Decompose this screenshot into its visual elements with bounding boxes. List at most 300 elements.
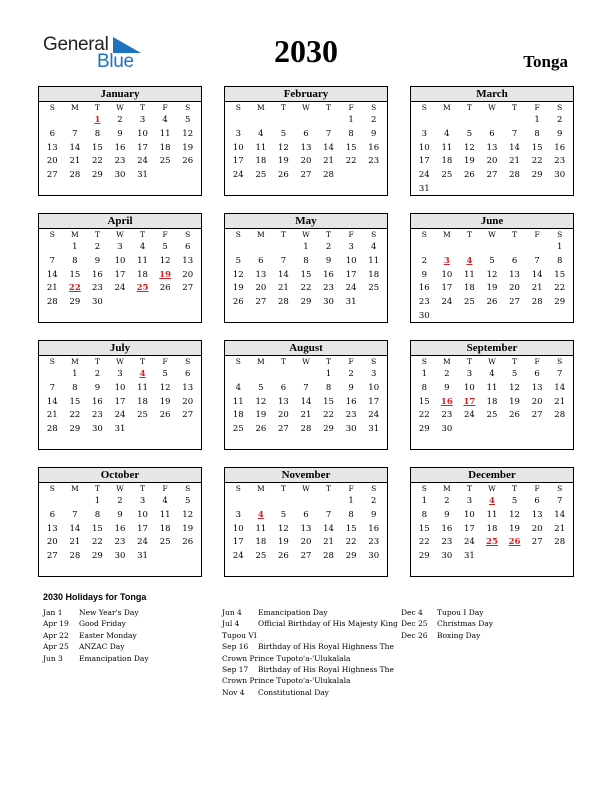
day-cell: 25 <box>255 170 267 181</box>
day-cell: 12 <box>159 255 171 266</box>
day-cell: 15 <box>345 523 357 534</box>
month-march <box>410 86 574 196</box>
weekday-label: T <box>512 357 518 366</box>
holiday-date: Dec 26 <box>401 630 428 640</box>
empty-cell <box>526 241 549 255</box>
holiday-name-continued: Tupou VI <box>222 630 257 640</box>
day-cell: 11 <box>159 509 171 520</box>
day-cell: 6 <box>258 255 264 266</box>
day-cell: 23 <box>441 410 453 421</box>
day-cell: 5 <box>162 369 168 379</box>
day-cell: 29 <box>418 551 430 562</box>
day-cell: 23 <box>345 410 357 421</box>
day-cell: 3 <box>117 242 123 252</box>
day-grid <box>225 483 387 564</box>
day-cell: 2 <box>325 242 332 252</box>
day-cell: 26 <box>159 410 171 421</box>
day-grid <box>225 229 387 310</box>
day-cell: 24 <box>464 410 475 421</box>
day-cell: 15 <box>69 269 81 280</box>
day-cell: 4 <box>444 128 450 139</box>
holiday-date: Jul 4 <box>222 619 240 629</box>
weekday-label: S <box>421 103 427 112</box>
day-cell: 18 <box>137 269 148 280</box>
day-cell: 21 <box>531 283 543 294</box>
weekday-label: W <box>488 357 496 366</box>
day-cell: 3 <box>466 369 473 379</box>
day-cell: 30 <box>418 310 430 321</box>
day-cell: 7 <box>49 255 55 266</box>
day-cell: 1 <box>72 369 78 379</box>
weekday-label: M <box>71 484 79 493</box>
weekday-label: W <box>488 230 496 239</box>
day-cell: 28 <box>69 170 81 181</box>
day-cell: 26 <box>255 424 267 435</box>
day-cell: 19 <box>278 537 289 548</box>
weekday-label: T <box>140 103 146 112</box>
weekday-label: S <box>185 103 191 112</box>
day-cell: 22 <box>92 537 103 548</box>
day-cell: 5 <box>280 128 287 139</box>
day-cell: 21 <box>69 156 81 167</box>
weekday-label: T <box>466 357 472 366</box>
empty-cell <box>41 368 64 382</box>
day-cell: 29 <box>323 424 334 435</box>
day-cell: 13 <box>278 396 289 407</box>
day-cell: 1 <box>556 242 563 252</box>
day-cell: 22 <box>554 283 566 294</box>
day-cell: 10 <box>464 382 475 393</box>
day-grid <box>411 102 573 197</box>
day-cell: 7 <box>556 369 563 379</box>
day-cell: 27 <box>46 551 58 562</box>
day-cell: 22 <box>345 537 357 548</box>
weekday-label: T <box>94 103 100 112</box>
day-cell: 6 <box>184 242 191 252</box>
day-cell: 10 <box>114 382 126 393</box>
day-cell: 20 <box>255 283 267 294</box>
day-cell: 24 <box>418 170 430 181</box>
day-cell: 3 <box>370 369 377 379</box>
weekday-label: M <box>257 103 265 112</box>
month-name: January <box>39 87 201 102</box>
weekday-label: W <box>302 357 310 366</box>
holiday-name: Christmas Day <box>437 619 493 629</box>
weekday-label: S <box>185 357 191 366</box>
day-cell: 20 <box>300 156 312 167</box>
weekday-label: S <box>557 484 563 493</box>
day-cell: 28 <box>554 537 566 548</box>
day-cell: 1 <box>72 242 78 252</box>
weekday-label: S <box>235 484 241 493</box>
weekday-label: W <box>116 484 124 493</box>
day-cell: 12 <box>232 269 244 280</box>
weekday-label: S <box>185 484 191 493</box>
day-cell: 3 <box>421 128 427 139</box>
day-cell: 30 <box>114 551 126 562</box>
day-cell: 6 <box>489 128 495 139</box>
empty-cell <box>250 368 273 382</box>
day-cell: 24 <box>232 170 244 181</box>
weekday-label: S <box>421 484 427 493</box>
weekday-label: T <box>512 484 518 493</box>
day-cell: 21 <box>509 156 520 167</box>
day-cell: 29 <box>300 297 312 308</box>
day-cell: 6 <box>534 369 540 379</box>
day-cell: 16 <box>368 523 380 534</box>
day-grid <box>225 102 387 183</box>
day-cell: 12 <box>278 142 289 153</box>
holiday-entry <box>43 618 149 629</box>
weekday-label: S <box>235 357 241 366</box>
day-cell: 13 <box>531 509 543 520</box>
day-cell: 18 <box>255 537 267 548</box>
day-cell: 11 <box>232 396 244 407</box>
holiday-entry <box>401 607 493 618</box>
day-cell: 8 <box>303 255 309 266</box>
day-cell: 12 <box>159 382 171 393</box>
day-cell: 10 <box>114 255 126 266</box>
day-cell: 1 <box>421 369 427 379</box>
holiday-day-cell: 17 <box>463 396 476 407</box>
holiday-entry <box>401 630 493 641</box>
empty-cell <box>436 241 459 255</box>
day-cell: 8 <box>421 509 427 520</box>
holiday-date: Dec 25 <box>401 619 428 629</box>
day-cell: 7 <box>72 509 78 520</box>
day-cell: 14 <box>509 142 520 153</box>
day-cell: 3 <box>139 115 146 125</box>
weekday-label: S <box>235 103 241 112</box>
day-cell: 9 <box>325 255 332 266</box>
calendar-year: 2030 <box>274 33 338 69</box>
day-cell: 17 <box>418 156 430 167</box>
weekday-label: T <box>512 230 518 239</box>
day-grid <box>39 356 201 437</box>
day-cell: 7 <box>325 509 332 520</box>
day-cell: 31 <box>464 551 475 562</box>
empty-cell <box>272 114 295 128</box>
day-cell: 18 <box>368 269 380 280</box>
holiday-date: Nov 4 <box>222 687 245 697</box>
empty-cell <box>250 241 273 255</box>
weekday-label: T <box>326 103 332 112</box>
weekday-label: T <box>466 230 472 239</box>
holiday-name: ANZAC Day <box>79 642 125 652</box>
day-cell: 8 <box>421 382 427 393</box>
holiday-date: Apr 19 <box>43 619 69 629</box>
day-grid <box>39 483 201 564</box>
holiday-day-cell: 16 <box>440 396 453 407</box>
day-cell: 9 <box>117 509 123 520</box>
day-cell: 27 <box>46 170 58 181</box>
month-name: May <box>225 214 387 229</box>
day-cell: 27 <box>278 424 289 435</box>
weekday-label: S <box>49 103 55 112</box>
empty-cell <box>458 241 481 255</box>
day-cell: 22 <box>323 410 334 421</box>
day-cell: 21 <box>323 537 334 548</box>
weekday-label: W <box>116 230 124 239</box>
day-cell: 18 <box>464 283 475 294</box>
day-cell: 10 <box>137 128 148 139</box>
empty-cell <box>41 241 64 255</box>
day-cell: 22 <box>531 156 543 167</box>
day-cell: 16 <box>418 283 430 294</box>
weekday-label: T <box>94 357 100 366</box>
day-cell: 24 <box>114 283 126 294</box>
day-cell: 18 <box>159 523 171 534</box>
day-cell: 2 <box>556 115 563 125</box>
weekday-label: S <box>371 357 377 366</box>
month-name: October <box>39 468 201 483</box>
day-cell: 27 <box>300 170 312 181</box>
weekday-label: T <box>280 230 286 239</box>
holiday-day-cell: 4 <box>489 496 495 506</box>
day-cell: 28 <box>278 297 289 308</box>
holiday-name: Official Birthday of His Majesty King <box>258 619 398 629</box>
month-name: July <box>39 341 201 356</box>
day-cell: 14 <box>278 269 289 280</box>
month-september <box>410 340 574 450</box>
holiday-day-cell: 4 <box>466 255 473 266</box>
day-cell: 26 <box>232 297 244 308</box>
day-cell: 19 <box>182 142 194 153</box>
holiday-day-cell: 1 <box>94 115 101 125</box>
holiday-date: Apr 25 <box>43 642 69 652</box>
holidays-title: 2030 Holidays for Tonga <box>43 592 147 602</box>
day-cell: 8 <box>72 255 78 266</box>
day-cell: 25 <box>159 156 171 167</box>
holiday-name: Emancipation Day <box>258 608 328 617</box>
day-cell: 3 <box>235 128 241 139</box>
day-cell: 10 <box>232 142 244 153</box>
empty-cell <box>227 495 250 509</box>
empty-cell <box>481 114 504 128</box>
day-cell: 24 <box>464 537 475 548</box>
day-cell: 31 <box>114 424 126 435</box>
holiday-column <box>222 607 398 698</box>
holiday-column <box>43 607 149 664</box>
day-cell: 20 <box>486 156 498 167</box>
weekday-label: T <box>280 484 286 493</box>
day-cell: 2 <box>370 496 377 506</box>
day-cell: 7 <box>325 128 332 139</box>
holiday-entry <box>43 653 149 664</box>
day-cell: 16 <box>92 269 103 280</box>
day-cell: 16 <box>114 142 126 153</box>
day-cell: 12 <box>464 142 475 153</box>
day-cell: 30 <box>323 297 334 308</box>
day-cell: 18 <box>137 396 148 407</box>
day-cell: 22 <box>92 156 103 167</box>
day-cell: 11 <box>159 128 171 139</box>
day-cell: 8 <box>348 128 354 139</box>
day-cell: 14 <box>554 509 566 520</box>
day-cell: 14 <box>531 269 543 280</box>
day-cell: 25 <box>486 410 498 421</box>
day-cell: 13 <box>182 255 194 266</box>
day-cell: 7 <box>72 128 78 139</box>
empty-cell <box>413 114 436 128</box>
day-cell: 25 <box>159 537 171 548</box>
weekday-label: T <box>326 357 332 366</box>
day-cell: 2 <box>117 115 123 125</box>
day-cell: 18 <box>441 156 453 167</box>
empty-cell <box>436 114 459 128</box>
weekday-label: T <box>466 103 472 112</box>
day-cell: 24 <box>137 537 148 548</box>
empty-cell <box>295 495 318 509</box>
day-cell: 22 <box>418 410 430 421</box>
weekday-label: F <box>162 103 168 112</box>
holiday-entry <box>43 607 149 618</box>
empty-cell <box>250 114 273 128</box>
weekday-label: F <box>534 357 540 366</box>
holiday-day-cell: 26 <box>508 537 521 548</box>
day-cell: 24 <box>441 297 453 308</box>
day-cell: 17 <box>137 523 148 534</box>
holiday-date: Sep 16 <box>222 642 249 652</box>
holiday-name: Birthday of His Royal Highness The <box>258 642 394 652</box>
day-cell: 31 <box>137 170 148 181</box>
weekday-label: S <box>557 357 563 366</box>
day-cell: 21 <box>46 283 58 294</box>
day-cell: 5 <box>466 128 473 139</box>
day-cell: 22 <box>300 283 312 294</box>
day-cell: 17 <box>345 269 357 280</box>
day-cell: 10 <box>232 523 244 534</box>
holiday-entry <box>222 618 398 629</box>
day-cell: 28 <box>323 170 334 181</box>
day-cell: 27 <box>300 551 312 562</box>
day-cell: 11 <box>368 255 380 266</box>
day-cell: 30 <box>92 424 103 435</box>
weekday-label: M <box>257 357 265 366</box>
day-cell: 14 <box>300 396 312 407</box>
day-cell: 24 <box>368 410 380 421</box>
day-cell: 15 <box>92 142 103 153</box>
day-cell: 28 <box>323 551 334 562</box>
day-cell: 5 <box>184 496 191 506</box>
day-cell: 1 <box>325 369 332 379</box>
day-cell: 19 <box>486 283 498 294</box>
day-cell: 23 <box>323 283 334 294</box>
holiday-entry <box>222 664 398 675</box>
day-cell: 25 <box>464 297 475 308</box>
weekday-label: S <box>49 230 55 239</box>
month-january <box>38 86 202 196</box>
day-cell: 17 <box>368 396 380 407</box>
holiday-date: Sep 17 <box>222 665 249 675</box>
empty-cell <box>413 241 436 255</box>
month-name: June <box>411 214 573 229</box>
empty-cell <box>250 495 273 509</box>
day-cell: 29 <box>345 551 357 562</box>
day-cell: 5 <box>511 496 518 506</box>
empty-cell <box>41 495 64 509</box>
day-cell: 27 <box>255 297 267 308</box>
day-cell: 20 <box>182 396 194 407</box>
day-cell: 23 <box>114 537 126 548</box>
day-cell: 6 <box>534 496 540 506</box>
month-june <box>410 213 574 323</box>
day-cell: 8 <box>534 128 540 139</box>
day-cell: 23 <box>554 156 566 167</box>
day-cell: 2 <box>444 369 450 379</box>
day-cell: 28 <box>46 424 58 435</box>
day-cell: 16 <box>441 523 453 534</box>
day-cell: 8 <box>325 382 332 393</box>
day-cell: 9 <box>444 509 450 520</box>
day-cell: 26 <box>182 537 194 548</box>
holiday-name-continued: Crown Prince Tupoto'a-'Ulukalala <box>222 676 351 686</box>
day-cell: 13 <box>531 382 543 393</box>
day-cell: 22 <box>69 410 81 421</box>
day-cell: 20 <box>182 269 194 280</box>
day-cell: 5 <box>511 369 518 379</box>
day-cell: 7 <box>534 255 540 266</box>
weekday-label: T <box>466 484 472 493</box>
day-cell: 27 <box>531 537 543 548</box>
weekday-label: W <box>488 103 496 112</box>
weekday-label: T <box>140 230 146 239</box>
day-cell: 15 <box>554 269 566 280</box>
day-cell: 13 <box>300 523 312 534</box>
weekday-label: W <box>488 484 496 493</box>
day-cell: 30 <box>345 424 357 435</box>
weekday-label: F <box>162 484 168 493</box>
holiday-date: Jun 4 <box>222 608 242 617</box>
day-cell: 31 <box>137 551 148 562</box>
day-cell: 19 <box>182 523 194 534</box>
weekday-label: S <box>421 357 427 366</box>
day-cell: 25 <box>441 170 453 181</box>
day-cell: 22 <box>418 537 430 548</box>
weekday-label: M <box>443 357 451 366</box>
holiday-day-cell: 4 <box>139 369 146 379</box>
day-cell: 24 <box>232 551 244 562</box>
day-cell: 21 <box>554 523 566 534</box>
weekday-label: T <box>280 357 286 366</box>
holiday-name: Boxing Day <box>437 630 481 640</box>
empty-cell <box>458 114 481 128</box>
day-cell: 20 <box>531 523 543 534</box>
weekday-label: T <box>512 103 518 112</box>
day-cell: 10 <box>137 509 148 520</box>
day-cell: 14 <box>69 142 81 153</box>
holiday-entry <box>401 618 493 629</box>
weekday-label: M <box>443 230 451 239</box>
day-cell: 27 <box>182 410 194 421</box>
weekday-label: M <box>443 484 451 493</box>
day-cell: 15 <box>418 523 430 534</box>
day-cell: 6 <box>511 255 518 266</box>
day-cell: 21 <box>69 537 81 548</box>
day-cell: 13 <box>300 142 312 153</box>
day-cell: 6 <box>303 128 309 139</box>
day-cell: 11 <box>255 523 267 534</box>
month-april <box>38 213 202 323</box>
day-cell: 4 <box>489 369 495 379</box>
day-cell: 5 <box>258 382 264 393</box>
day-cell: 17 <box>114 269 126 280</box>
day-grid <box>411 483 573 564</box>
day-cell: 19 <box>255 410 267 421</box>
weekday-label: W <box>116 103 124 112</box>
day-cell: 6 <box>49 128 55 139</box>
day-cell: 26 <box>486 297 498 308</box>
